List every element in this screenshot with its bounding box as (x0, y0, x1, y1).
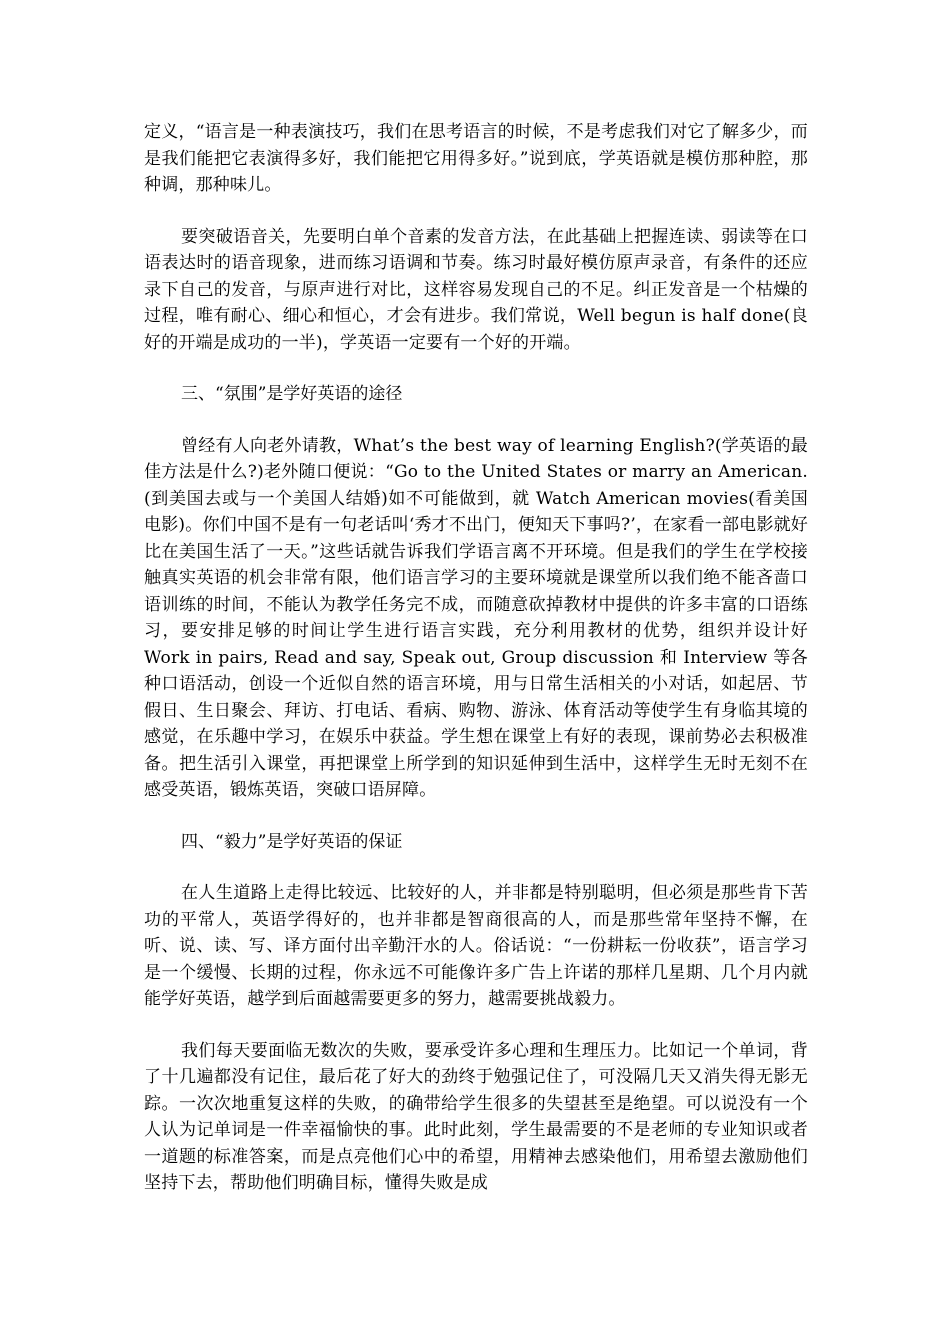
paragraph-definition: 定义，“语言是一种表演技巧，我们在思考语言的时候，不是考虑我们对它了解多少，而是我们能把它表演得多好，我们能把它用得多好。”说到底，学英语就是模仿那种腔，那种调，那种味儿。 (144, 122, 808, 195)
section-heading-perseverance: 四、“毅力”是学好英语的保证 (181, 831, 403, 852)
paragraph-pronunciation: 要突破语音关，先要明白单个音素的发音方法，在此基础上把握连读、弱读等在口语表达时的语音现象，进而练习语调和节奏。练习时最好模仿原声录音，有条件的还应录下自己的发音，与原声进行对比，这样容易发现自己的不足。纠正发音是一个枯燥的过程，唯有耐心、细心和恒心，才会有进步。我们常说，Well begun is half done(良好的开端是成功的一半)，学英语一定要有一个好的开端。 (144, 226, 808, 353)
paragraph-failure: 我们每天要面临无数次的失败，要承受许多心理和生理压力。比如记一个单词，背了十几遍都没有记住，最后花了好大的劲终于勉强记住了，可没隔几天又消失得无影无踪。一次次地重复这样的失败，的确带给学生很多的失望甚至是绝望。可以说没有一个人认为记单词是一件幸福愉快的事。此时此刻，学生最需要的不是老师的专业知识或者一道题的标准答案，而是点亮他们心中的希望，用精神去感染他们，用希望去激励他们坚持下去，帮助他们明确目标，懂得失败是成 (144, 1040, 808, 1193)
section-heading-atmosphere: 三、“氛围”是学好英语的途径 (181, 384, 403, 404)
paragraph-environment: 曾经有人向老外请教，What’s the best way of learning English?(学英语的最佳方法是什么?)老外随口便说：“Go to the United States or marry an American.(到美国去或与一个美国人结婚)如不可能做到，就 Watch American movies(看美国电影)。你们中国不是有一句老话叫‘秀才不出门，便知天下事吗?’，在家看一部电影就好比在美国生活了一天。”这些话就告诉我们学语言离不开环境。但是我们的学生在学校接触真实英语的机会非常有限，他们语言学习的主要环境就是课堂所以我们绝不能吝啬口语训练的时间，不能认为教学任务完不成，而随意砍掉教材中提供的许多丰富的口语练习，要安排足够的时间让学生进行语言实践，充分利用教材的优势，组织并设计好 Work in pairs, Read and say, Speak out, Group discussion 和 Interview 等各种口语活动，创设一个近似自然的语言环境，用与日常生活相关的小对话，如起居、节假日、生日聚会、拜访、打电话、看病、购物、游泳、体育活动等使学生有身临其境的感觉，在乐趣中学习，在娱乐中获益。学生想在课堂上有好的表现，课前势必去积极准备。把生活引入课堂，再把课堂上所学到的知识延伸到生活中，这样学生无时无刻不在感受英语，锻炼英语，突破口语屏障。 (144, 435, 808, 800)
document-page (144, 119, 808, 1222)
paragraph-hard-work: 在人生道路上走得比较远、比较好的人，并非都是特别聪明，但必须是那些肯下苦功的平常人，英语学得好的，也并非都是智商很高的人，而是那些常年坚持不懈，在听、说、读、写、译方面付出辛勤汗水的人。俗话说：“一份耕耘一份收获”，语言学习是一个缓慢、长期的过程，你永远不可能像许多广告上许诺的那样几星期、几个月内就能学好英语，越学到后面越需要更多的努力，越需要挑战毅力。 (144, 883, 808, 1009)
